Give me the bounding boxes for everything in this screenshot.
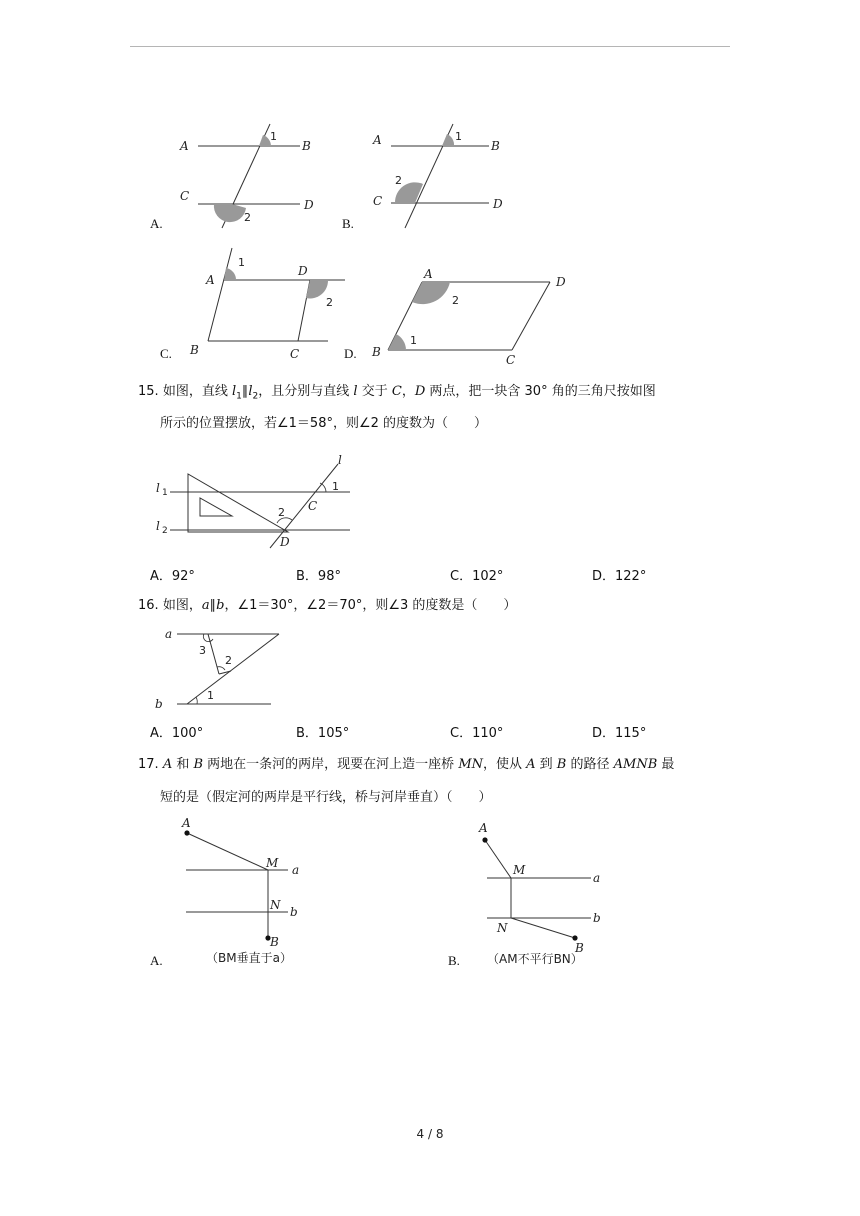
label-c: C xyxy=(180,189,190,203)
point-b-label: B xyxy=(575,941,584,955)
q17-figure-b xyxy=(475,818,635,968)
q14-option-d-label[interactable]: D. xyxy=(344,346,357,361)
line-l2-subscript: 2 xyxy=(162,526,168,536)
q17-option-b-label[interactable]: B. xyxy=(448,953,460,968)
angle-3: 3 xyxy=(199,644,206,657)
label-d: D xyxy=(304,198,314,212)
point-n-label: N xyxy=(270,898,281,912)
point-b-label: B xyxy=(270,935,279,949)
angle-1: 1 xyxy=(238,256,245,269)
point-n-label: N xyxy=(497,921,508,935)
q15-option-c[interactable]: C．102° xyxy=(450,569,504,584)
caption: （BM垂直于a） xyxy=(206,951,292,965)
q16-figure xyxy=(155,622,285,712)
line-b-label: b xyxy=(290,905,298,919)
label-d: D xyxy=(493,197,503,211)
label-b: B xyxy=(372,345,381,359)
angle-1: 1 xyxy=(207,689,214,702)
q14-figure-b xyxy=(365,120,525,230)
line-l2-label: l xyxy=(156,519,160,533)
line-b-label: b xyxy=(155,697,163,711)
angle-1: 1 xyxy=(455,130,462,143)
q16-option-d[interactable]: D．115° xyxy=(592,726,647,741)
q14-option-b-label[interactable]: B. xyxy=(342,216,354,231)
point-m-label: M xyxy=(266,856,279,870)
q15-option-d[interactable]: D．122° xyxy=(592,569,647,584)
q16-option-b[interactable]: B．105° xyxy=(296,726,350,741)
label-a: A xyxy=(373,133,382,147)
label-c: C xyxy=(506,353,516,367)
label-b: B xyxy=(491,139,500,153)
angle-2: 2 xyxy=(225,654,232,667)
q15-option-b[interactable]: B．98° xyxy=(296,569,341,584)
q16-text-line-1: 16. 如图，a∥b，∠1＝30°，∠2＝70°，则∠3 的度数是（ ） xyxy=(138,598,517,613)
line-l-label: l xyxy=(338,453,342,467)
q15-text-line-1: 15. 如图，直线 $l_1\parallel l_2$，且分别与直线 l 交于 C，D 两点，把一块含 30° 角的三角尺按如图 xyxy=(138,384,656,402)
angle-2: 2 xyxy=(395,174,402,187)
point-a-label: A xyxy=(479,821,488,835)
q17-text-line-2: 短的是（假定河的两岸是平行线，桥与河岸垂直）（ ） xyxy=(160,790,492,805)
point-d-label: D xyxy=(280,535,290,549)
line-a-label: a xyxy=(165,627,173,641)
line-l1-label: l xyxy=(156,481,160,495)
angle-1: 1 xyxy=(270,130,277,143)
q14-option-c-label[interactable]: C. xyxy=(160,346,172,361)
q14-figure-c xyxy=(180,246,360,361)
label-b: B xyxy=(190,343,199,357)
q15-figure xyxy=(150,450,380,550)
caption: （AM不平行BN） xyxy=(487,952,583,966)
label-a: A xyxy=(424,267,433,281)
angle-2: 2 xyxy=(326,296,333,309)
question-number: 17. xyxy=(138,757,159,772)
q17-option-a-label[interactable]: A. xyxy=(150,953,163,968)
q17-text-line-1: 17. A 和 B 两地在一条河的两岸，现要在河上造一座桥 MN，使从 A 到 B 的路径 AMNB 最 xyxy=(138,757,675,772)
point-a-label: A xyxy=(182,816,191,830)
question-number: 15. xyxy=(138,384,159,399)
label-d: D xyxy=(298,264,308,278)
angle-1: 1 xyxy=(332,480,339,493)
q15-text-line-2: 所示的位置摆放，若∠1＝58°，则∠2 的度数为（ ） xyxy=(160,416,488,431)
line-b-label: b xyxy=(593,911,601,925)
point-c-label: C xyxy=(308,499,318,513)
q14-option-a-label[interactable]: A. xyxy=(150,216,163,231)
header-rule xyxy=(130,46,730,47)
angle-2: 2 xyxy=(278,506,285,519)
q15-option-a[interactable]: A．92° xyxy=(150,569,195,584)
line-a-label: a xyxy=(292,863,300,877)
angle-2: 2 xyxy=(244,211,251,224)
line-a-label: a xyxy=(593,871,601,885)
q14-figure-a xyxy=(170,120,330,230)
question-number: 16. xyxy=(138,598,159,613)
q17-figure-a xyxy=(170,812,330,972)
page-number: 4 / 8 xyxy=(416,1127,444,1141)
angle-2: 2 xyxy=(452,294,459,307)
q16-option-c[interactable]: C．110° xyxy=(450,726,504,741)
label-a: A xyxy=(206,273,215,287)
label-b: B xyxy=(302,139,311,153)
point-m-label: M xyxy=(513,863,526,877)
q16-option-a[interactable]: A．100° xyxy=(150,726,204,741)
label-a: A xyxy=(180,139,189,153)
label-c: C xyxy=(290,347,300,361)
line-l1-subscript: 1 xyxy=(162,488,168,498)
angle-1: 1 xyxy=(410,334,417,347)
label-d: D xyxy=(556,275,566,289)
label-c: C xyxy=(373,194,383,208)
q14-figure-d xyxy=(366,266,576,366)
